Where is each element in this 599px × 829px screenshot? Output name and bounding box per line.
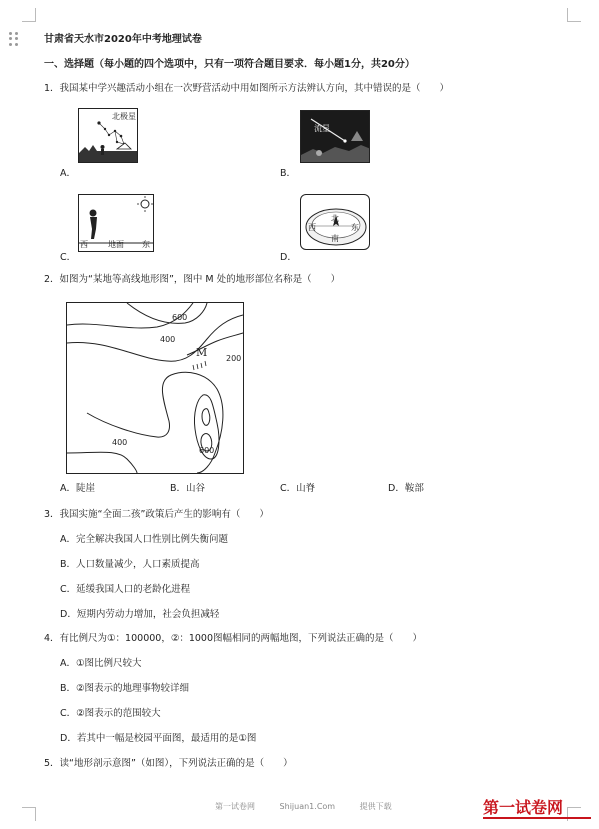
page-footer bbox=[215, 801, 414, 812]
q3-option-d[interactable]: D．短期内劳动力增加，社会负担减轻 bbox=[60, 609, 220, 620]
q1-option-d[interactable]: D． bbox=[280, 252, 297, 263]
crop-mark-top-left bbox=[22, 8, 36, 22]
question-5-stem: 5．读“地形剖示意图”（如图），下列说法正确的是（ ） bbox=[44, 758, 293, 769]
q3-option-a[interactable]: A．完全解决我国人口性别比例失衡问题 bbox=[60, 534, 228, 545]
question-2-stem: 2．如图为“某地等高线地形图”，图中 M 处的地形部位名称是（ ） bbox=[44, 274, 341, 285]
question-1-stem: 1．我国某中学兴趣活动小组在一次野营活动中用如图所示方法辨认方向，其中错误的是（ ） bbox=[44, 83, 450, 94]
q1-option-a[interactable]: A． bbox=[60, 168, 76, 179]
q1-fig-b-label: 流星 bbox=[314, 124, 330, 133]
footer-left-text: 第一试卷网 bbox=[215, 802, 255, 811]
contour-label-400-top: 400 bbox=[160, 335, 176, 344]
q1-fig-c-west: 西 bbox=[80, 240, 88, 249]
q4-option-c[interactable]: C．②图表示的范围较大 bbox=[60, 708, 161, 719]
q3-option-b[interactable]: B．人口数量减少，人口素质提高 bbox=[60, 559, 200, 570]
question-3-stem: 3．我国实施“全面二孩”政策后产生的影响有（ ） bbox=[44, 509, 269, 520]
q4-option-d[interactable]: D．若其中一幅是校园平面图，最适用的是①图 bbox=[60, 733, 257, 744]
q1-fig-d-north: 北 bbox=[331, 214, 339, 223]
brand-underline bbox=[483, 817, 591, 819]
contour-label-400-left: 400 bbox=[112, 438, 128, 447]
contour-label-600-top: 600 bbox=[172, 313, 188, 322]
q2-option-b[interactable]: B．山谷 bbox=[170, 483, 206, 494]
crop-mark-top-right bbox=[567, 8, 581, 22]
document-title: 甘肃省天水市2020年中考地理试卷 bbox=[44, 34, 202, 45]
q1-fig-d-east: 东 bbox=[351, 223, 359, 232]
q2-option-d[interactable]: D．鞍部 bbox=[388, 483, 424, 494]
contour-lines bbox=[67, 303, 243, 473]
contour-label-600-bottom: 600 bbox=[199, 446, 215, 455]
q2-option-c[interactable]: C．山脊 bbox=[280, 483, 316, 494]
q1-option-c[interactable]: C． bbox=[60, 252, 77, 263]
q1-fig-a-label: 北极星 bbox=[112, 112, 136, 121]
footer-site-link[interactable]: Shijuan1.Com bbox=[279, 802, 336, 811]
q4-option-a[interactable]: A．①图比例尺较大 bbox=[60, 658, 142, 669]
q1-fig-d-west: 西 bbox=[308, 223, 316, 232]
q4-option-b[interactable]: B．②图表示的地理事物较详细 bbox=[60, 683, 190, 694]
contour-label-m: M bbox=[196, 346, 208, 359]
crop-mark-bottom-left bbox=[22, 807, 36, 821]
drag-handle-icon[interactable] bbox=[9, 32, 19, 46]
section-heading: 一、选择题（每小题的四个选项中，只有一项符合题目要求．每小题1分，共20分） bbox=[44, 59, 415, 70]
q1-figure-b bbox=[300, 110, 370, 163]
footer-right-text: 提供下载 bbox=[359, 802, 392, 811]
q1-fig-c-ground: 地面 bbox=[108, 240, 124, 249]
q1-fig-d-south: 南 bbox=[331, 234, 339, 243]
contour-label-200: 200 bbox=[226, 354, 242, 363]
q1-fig-c-east: 东 bbox=[142, 240, 150, 249]
meteor-night-illustration bbox=[301, 111, 370, 163]
q3-option-c[interactable]: C．延缓我国人口的老龄化进程 bbox=[60, 584, 191, 595]
brand-logo: 第一试卷网 bbox=[483, 798, 564, 817]
question-4-stem: 4．有比例尺为①：100000，②：1000图幅相同的两幅地图，下列说法正确的是（ ） bbox=[44, 633, 423, 644]
q2-option-a[interactable]: A．陡崖 bbox=[60, 483, 95, 494]
q1-option-b[interactable]: B． bbox=[280, 168, 297, 179]
contour-map bbox=[66, 302, 244, 474]
